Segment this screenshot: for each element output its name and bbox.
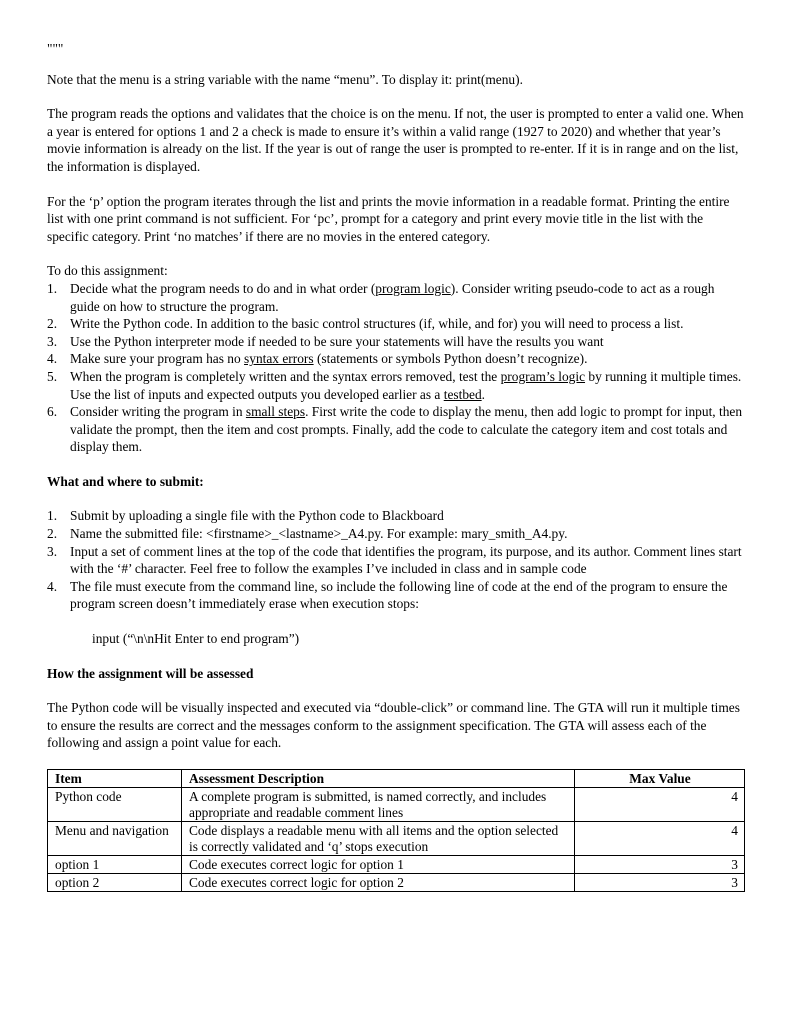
validation-paragraph: The program reads the options and validates that the choice is on the menu. If not, the user is prompted to enter a valid one. When a year is entered for options 1 and 2 a check is made to ensure it’s within a valid range (1927 to 2020) and whether that year’s movie information is already on the list. If the year is out of range the user is prompted to re-enter. If it is in range and on the list, the information is displayed. [47,106,744,174]
underlined-term: testbed [443,386,482,402]
cell-max-value: 4 [575,788,745,822]
list-item: 2. Name the submitted file: <firstname>_<lastname>_A4.py. For example: mary_smith_A4.py. [47,526,568,542]
list-number: 1. [47,508,58,524]
cell-description: Code executes correct logic for option 1 [182,856,575,874]
list-item: 3. Use the Python interpreter mode if needed to be sure your statements will have the results you want [47,333,604,349]
cell-max-value: 3 [575,874,745,892]
list-item: 2. Write the Python code. In addition to the basic control structures (if, while, and for) you will need to process a list. [47,316,684,332]
table-row [48,822,745,856]
list-number: 4. [47,578,58,594]
underlined-term: syntax errors [244,351,314,367]
list-number: 4. [47,351,58,367]
options-paragraph: For the ‘p’ option the program iterates through the list and prints the movie information in a readable format. Printing the entire list with one print command is not sufficient. For ‘pc’, prompt for a category and print every movie title in the list with the specific category. Print ‘no matches’ if there are no movies in the entered category. [47,193,730,244]
assessment-table [47,769,745,892]
list-number: 1. [47,280,58,296]
intro-paragraph: Note that the menu is a string variable with the name “menu”. To display it: print(menu). [47,71,523,87]
assessed-heading: How the assignment will be assessed [47,665,254,681]
list-number: 2. [47,316,58,332]
cell-item: Python code [48,788,182,822]
code-line: input (“\n\nHit Enter to end program”) [92,631,300,647]
list-item: 1. Submit by uploading a single file with the Python code to Blackboard [47,508,444,524]
column-header-description: Assessment Description [182,770,575,788]
cell-item: Menu and navigation [48,822,182,856]
cell-description: A complete program is submitted, is named correctly, and includes appropriate and readable comment lines [182,788,575,822]
list-item: 4. Make sure your program has no syntax errors (statements or symbols Python doesn’t recognize). [47,351,588,367]
assessed-paragraph: The Python code will be visually inspected and executed via “double-click” or command line. The GTA will run it multiple times to ensure the results are correct and the messages conform to the assignment specification. The GTA will assess each of the following and assign a point value for each. [47,700,740,751]
cell-description: Code executes correct logic for option 2 [182,874,575,892]
list-number: 2. [47,526,58,542]
cell-item: option 2 [48,874,182,892]
cell-description: Code displays a readable menu with all items and the option selected is correctly validated and ‘q’ stops execution [182,822,575,856]
list-item: 3. Input a set of comment lines at the top of the code that identifies the program, its purpose, and its author. Comment lines start with the ‘#’ character. Feel free to follow the examples I’ve included in class and in sample code [47,543,742,577]
underlined-term: small steps [245,404,306,420]
todo-list [47,280,747,456]
underlined-term: program’s logic [500,368,586,384]
table-row [48,874,745,892]
triple-quote-marker: """ [47,41,64,56]
submit-list [47,507,747,613]
table-row [48,856,745,874]
document-page [47,40,747,892]
list-item: 5. When the program is completely written and the syntax errors removed, test the program’s logic by running it multiple times. Use the list of inputs and expected outputs you developed earlier as a testbed. [47,368,742,402]
list-item: 6. Consider writing the program in small steps. First write the code to display the menu, then add logic to prompt for input, then validate the prompt, then the item and cost prompts. Finally, add the code to calculate the category item and cost totals and display them. [47,404,743,455]
list-number: 3. [47,333,58,349]
list-item: 4. The file must execute from the command line, so include the following line of code at the end of the program to ensure the program screen doesn’t immediately erase when execution stops: [47,578,728,612]
cell-max-value: 4 [575,822,745,856]
list-number: 6. [47,404,58,420]
cell-item: option 1 [48,856,182,874]
underlined-term: program logic [375,280,451,296]
cell-max-value: 3 [575,856,745,874]
list-item: 1. Decide what the program needs to do and in what order (program logic). Consider writing pseudo-code to act as a rough guide on how to structure the program. [47,280,715,314]
column-header-item: Item [48,770,182,788]
list-number: 5. [47,368,58,384]
column-header-max-value: Max Value [575,770,745,788]
table-row [48,788,745,822]
list-number: 3. [47,543,58,559]
table-header-row [48,770,745,788]
submit-heading: What and where to submit: [47,473,204,489]
todo-heading: To do this assignment: [47,263,168,279]
